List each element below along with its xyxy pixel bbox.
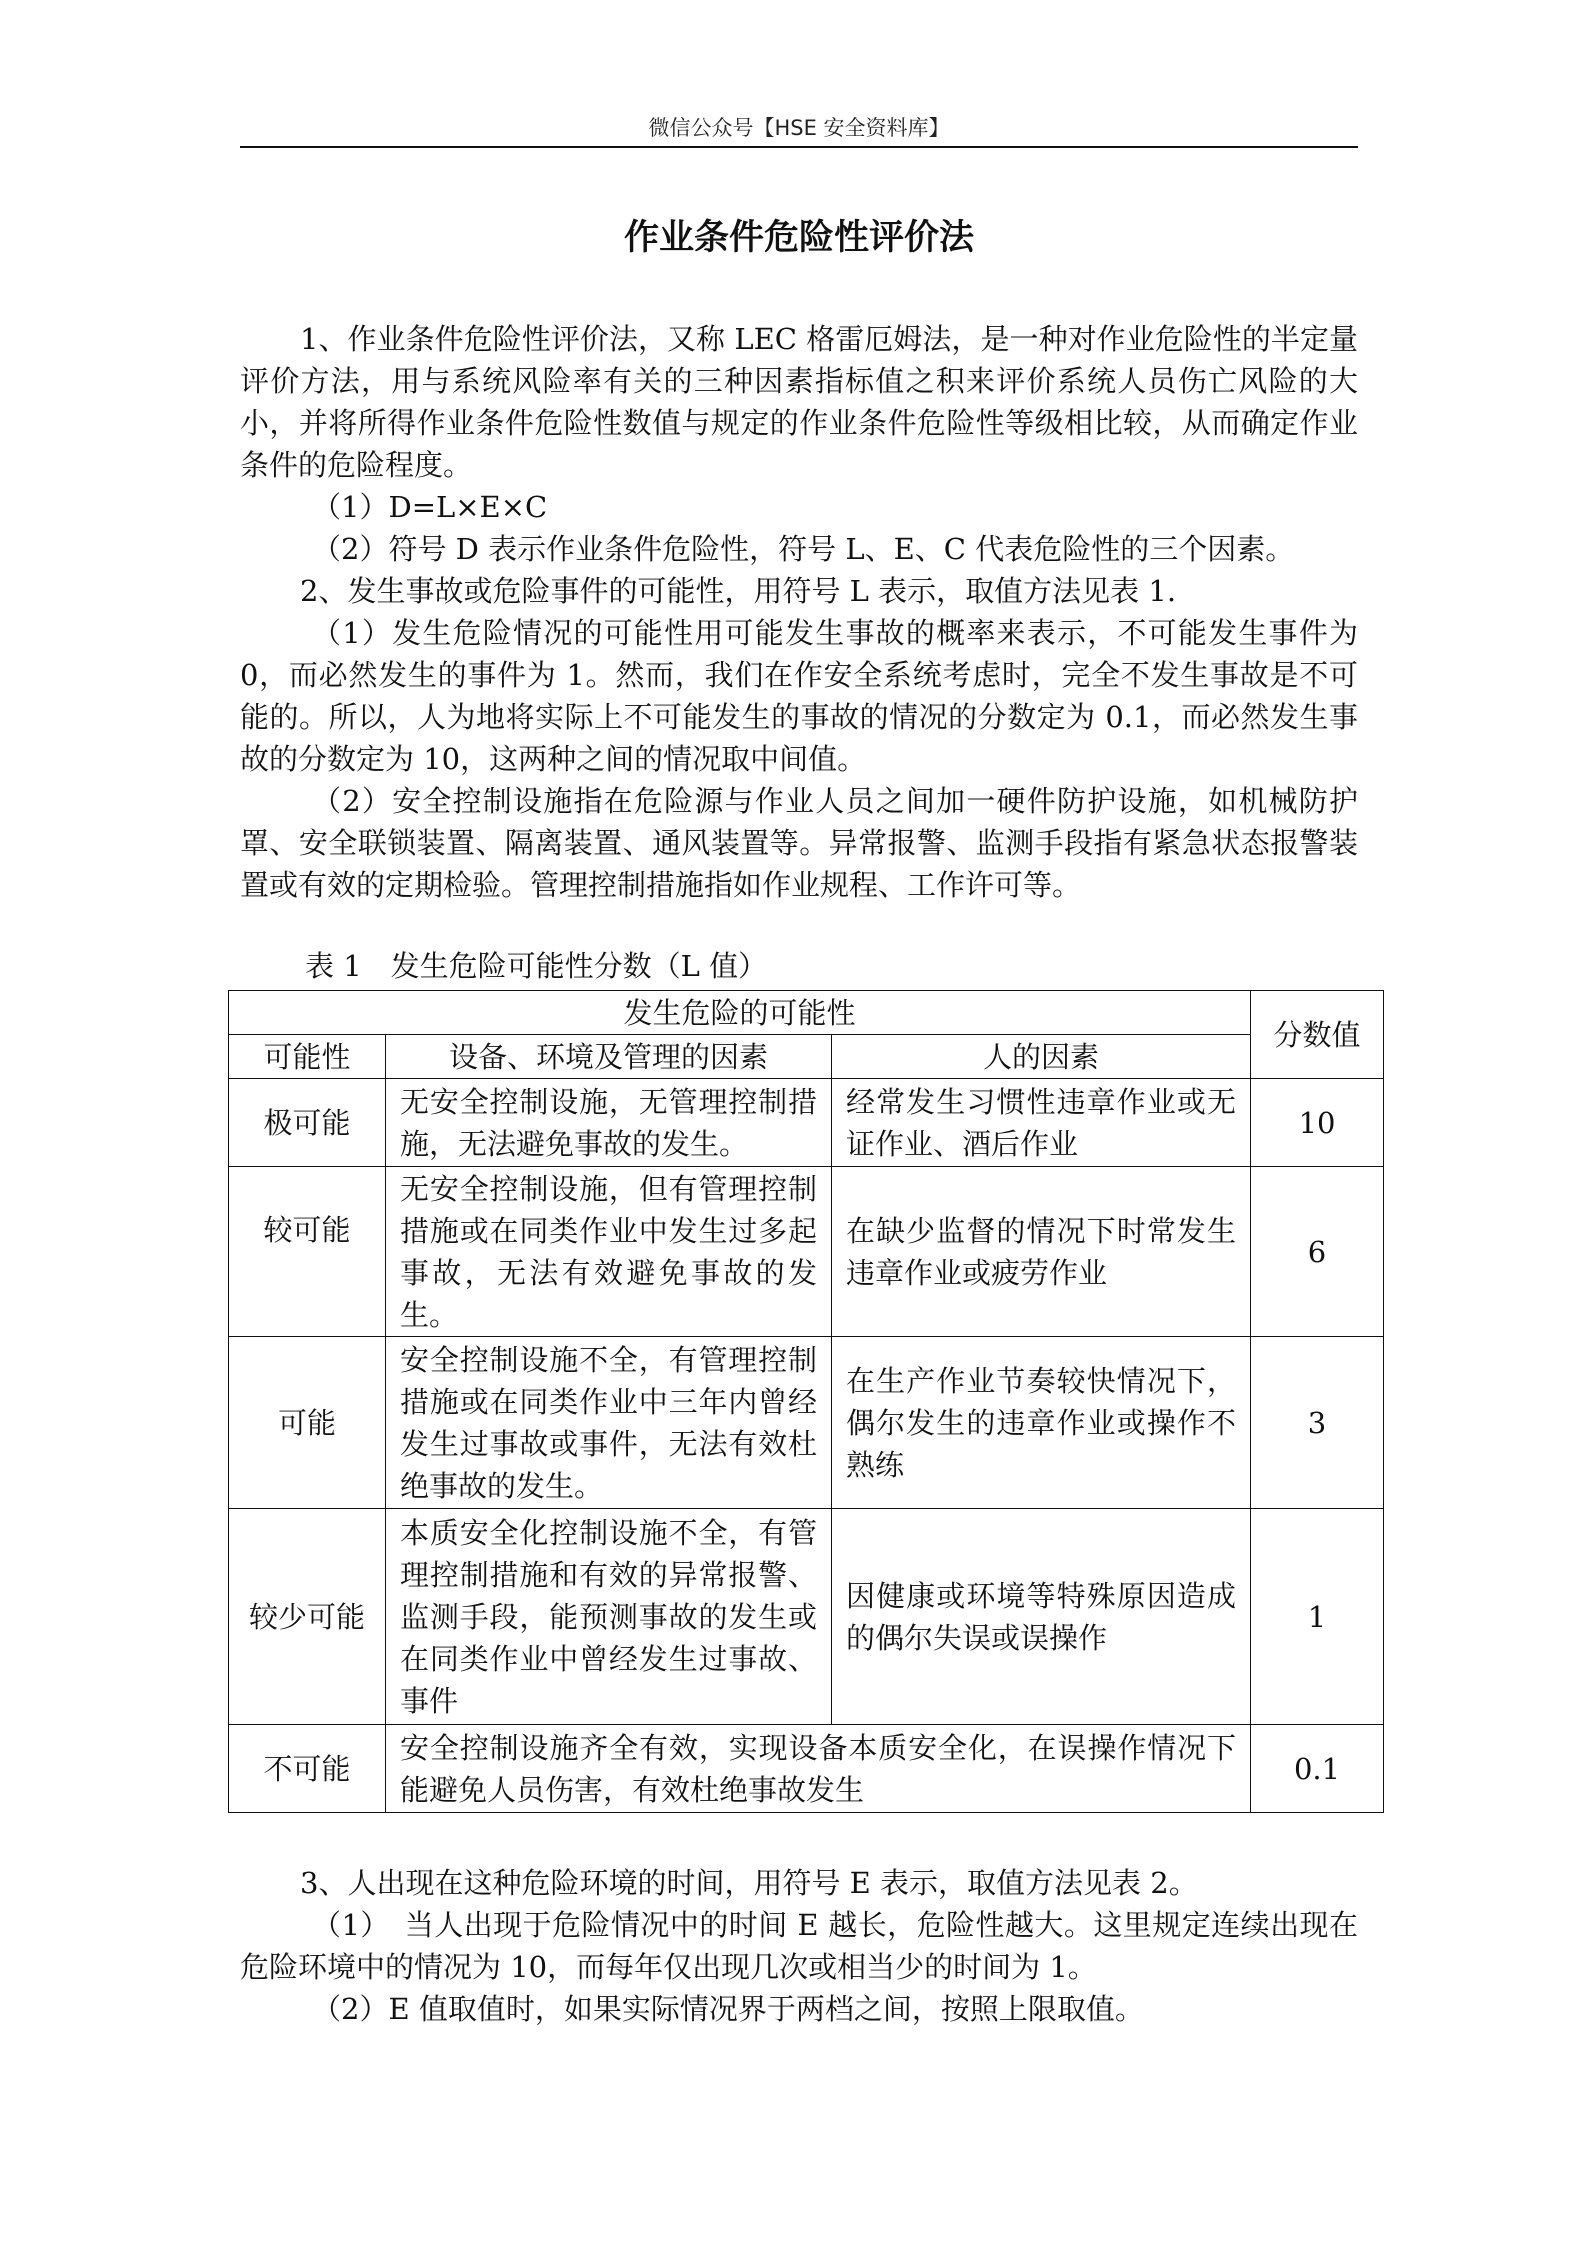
equipment-factor-cell: 无安全控制设施，无管理控制措施，无法避免事故的发生。 [386,1079,832,1167]
paragraph-3-1: （1） 当人出现于危险情况中的时间 E 越长，危险性越大。这里规定连续出现在危险环境中的情况为 10，而每年仅出现几次或相当少的时间为 1。 [240,1908,1358,1984]
score-cell: 6 [1251,1167,1384,1337]
paragraph-3-2: （2）E 值取值时，如果实际情况界于两档之间，按照上限取值。 [312,1992,1144,2026]
exposure-section [240,1862,1358,2030]
equipment-factor-cell: 本质安全化控制设施不全，有管理控制措施和有效的异常报警、监测手段，能预测事故的发生或在同类作业中曾经发生过事故、事件 [386,1509,832,1725]
table-row [229,1509,1384,1725]
possibility-cell: 可能 [229,1337,386,1509]
human-factor-cell: 因健康或环境等特殊原因造成的偶尔失误或误操作 [832,1509,1251,1725]
table-row [229,1079,1384,1167]
table-score-header: 分数值 [1251,991,1384,1079]
table-row [229,1167,1384,1337]
equipment-factor-cell: 安全控制设施不全，有管理控制措施或在同类作业中三年内曾经发生过事故或事件，无法有效杜绝事故的发生。 [386,1337,832,1509]
table-col-header: 设备、环境及管理的因素 [386,1035,832,1079]
score-cell: 0.1 [1251,1725,1384,1813]
human-factor-cell: 经常发生习惯性违章作业或无证作业、酒后作业 [832,1079,1251,1167]
paragraph-2: 2、发生事故或危险事件的可能性，用符号 L 表示，取值方法见表 1. [300,574,1177,608]
human-factor-cell: 在缺少监督的情况下时常发生违章作业或疲劳作业 [832,1167,1251,1337]
score-cell: 10 [1251,1079,1384,1167]
paragraph-1: 1、作业条件危险性评价法，又称 LEC 格雷厄姆法，是一种对作业危险性的半定量评价方法，用与系统风险率有关的三种因素指标值之积来评价系统人员伤亡风险的大小，并将所得作业条件危险性数值与规定的作业条件危险性等级相比较，从而确定作业条件的危险程度。 [240,322,1358,482]
paragraph-3: 3、人出现在这种危险环境的时间，用符号 E 表示，取值方法见表 2。 [300,1866,1198,1900]
l-value-table [228,990,1384,1813]
score-cell: 3 [1251,1337,1384,1509]
paragraph-symbols: （2）符号 D 表示作业条件危险性，符号 L、E、C 代表危险性的三个因素。 [312,532,1295,566]
possibility-cell: 较少可能 [229,1509,386,1725]
table-row [229,1725,1384,1813]
possibility-cell: 不可能 [229,1725,386,1813]
equipment-factor-cell: 无安全控制设施，但有管理控制措施或在同类作业中发生过多起事故，无法有效避免事故的发生。 [386,1167,832,1337]
score-cell: 1 [1251,1509,1384,1725]
possibility-cell: 较可能 [229,1167,386,1337]
table-row [229,1337,1384,1509]
intro-section [240,318,1358,906]
table-caption: 表 1 发生危险可能性分数（L 值） [305,949,768,983]
paragraph-2-1: （1）发生危险情况的可能性用可能发生事故的概率来表示，不可能发生事件为 0，而必然发生的事件为 1。然而，我们在作安全系统考虑时，完全不发生事故是不可能的。所以，人为地将实际上不可能发生的事故的情况的分数定为 0.1，而必然发生事故的分数定为 10，这两种之间的情况取中间值。 [240,616,1358,776]
paragraph-2-2: （2）安全控制设施指在危险源与作业人员之间加一硬件防护设施，如机械防护罩、安全联锁装置、隔离装置、通风装置等。异常报警、监测手段指有紧急状态报警装置或有效的定期检验。管理控制措施指如作业规程、工作许可等。 [240,784,1358,902]
table-col-header: 可能性 [229,1035,386,1079]
combined-factor-cell: 安全控制设施齐全有效，实现设备本质安全化，在误操作情况下能避免人员伤害，有效杜绝事故发生 [386,1725,1251,1813]
document-title: 作业条件危险性评价法 [623,218,974,258]
possibility-cell: 极可能 [229,1079,386,1167]
paragraph-formula: （1）D=L×E×C [312,490,548,524]
table-group-header: 发生危险的可能性 [229,991,1251,1035]
table-col-header: 人的因素 [832,1035,1251,1079]
human-factor-cell: 在生产作业节奏较快情况下，偶尔发生的违章作业或操作不熟练 [832,1337,1251,1509]
page-header: 微信公众号【HSE 安全资料库】 [648,116,950,140]
header-divider [240,146,1358,148]
